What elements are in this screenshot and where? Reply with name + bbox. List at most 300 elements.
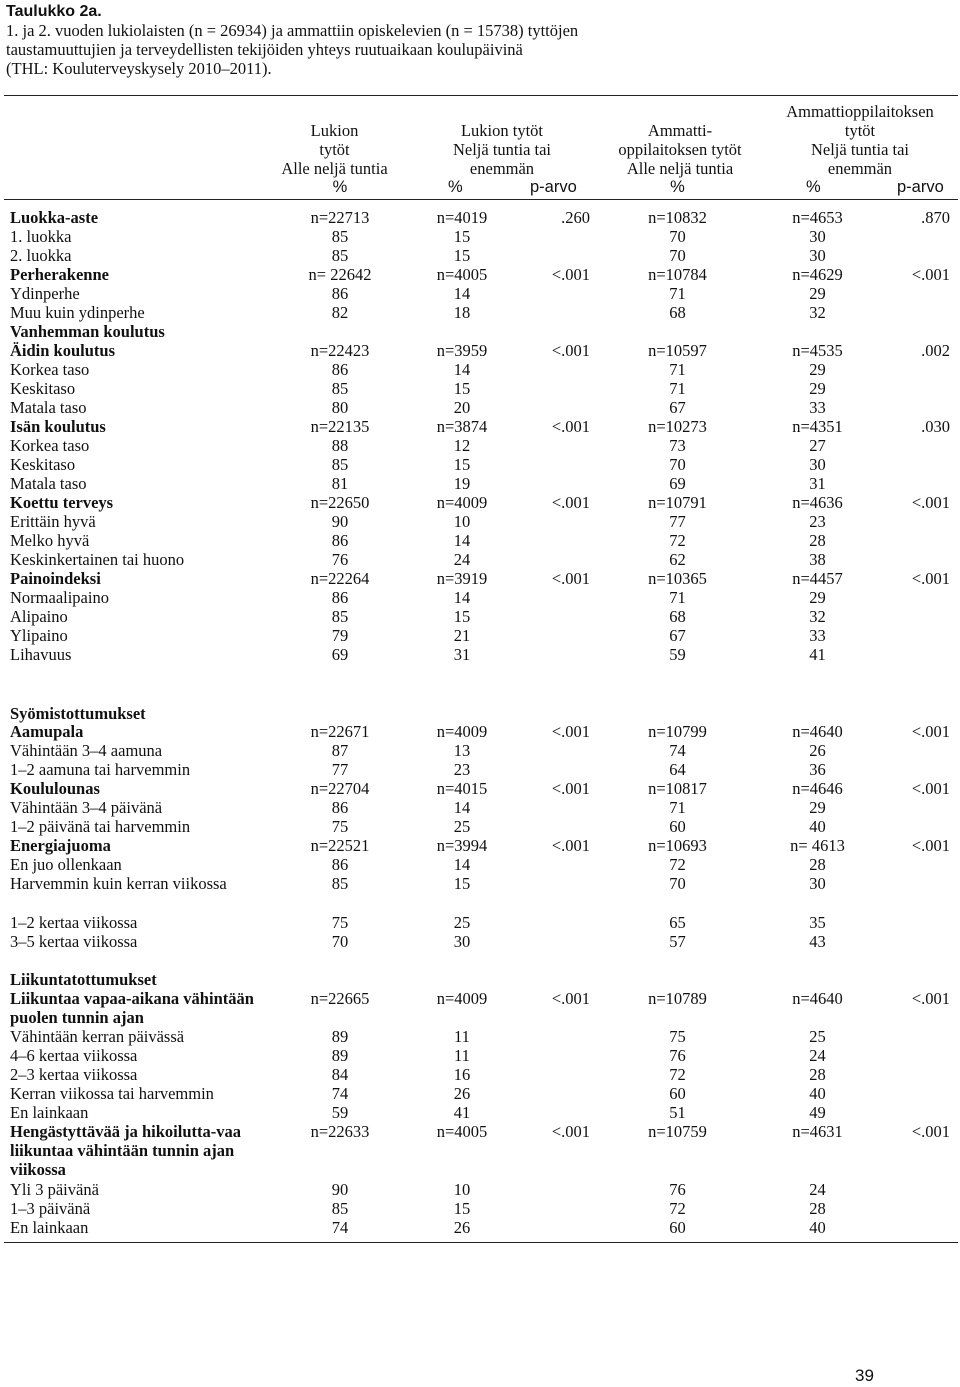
cell-c4: 67 — [669, 398, 686, 417]
bottom-rule — [4, 1242, 958, 1243]
cell-c2: 10 — [453, 512, 471, 531]
cell-c5: 38 — [809, 550, 826, 569]
cell-c5: n=4640 — [792, 722, 843, 741]
row-label: Harvemmin kuin kerran viikossa — [10, 874, 227, 893]
cell-c4: 71 — [669, 284, 686, 303]
cell-c4: n=10791 — [648, 493, 707, 512]
cell-c4: 72 — [669, 531, 686, 550]
row-label: Energiajuoma — [10, 836, 111, 855]
cell-c4: 70 — [669, 874, 686, 893]
cell-c5: 28 — [809, 1065, 826, 1084]
cell-c5: 32 — [809, 607, 826, 626]
cell-c1: n=22713 — [310, 208, 370, 227]
p-label-1: p-arvo — [530, 178, 577, 196]
cell-c4: 70 — [669, 455, 686, 474]
cell-c2: 31 — [453, 645, 471, 664]
cell-c4: 68 — [669, 607, 686, 626]
cell-c1: 69 — [331, 645, 349, 664]
cell-c2: n=3959 — [436, 341, 488, 360]
cell-c5: n=4631 — [792, 1122, 843, 1141]
unit-col4: % — [670, 178, 685, 196]
cell-c4: 75 — [669, 1027, 686, 1046]
cell-c5: 30 — [809, 246, 826, 265]
table-row — [0, 265, 960, 284]
cell-c1: 89 — [331, 1027, 349, 1046]
table-row — [0, 779, 960, 798]
caption-line-1: 1. ja 2. vuoden lukiolaisten (n = 26934) ja ammattiin opiskelevien (n = 15738) tyttöjen — [6, 21, 579, 40]
cell-c5: 29 — [809, 360, 826, 379]
cell-c1: 76 — [331, 550, 349, 569]
cell-c3: .260 — [561, 208, 590, 227]
table-row — [0, 722, 960, 741]
cell-c5: 26 — [809, 741, 826, 760]
document-header — [6, 2, 946, 78]
row-label: Isän koulutus — [10, 417, 106, 436]
cell-c2: n=4009 — [436, 722, 488, 741]
cell-c4: 71 — [669, 360, 686, 379]
cell-c3: <.001 — [551, 265, 590, 284]
row-label: 1–2 kertaa viikossa — [10, 913, 138, 932]
header-col5-line2: tytöt — [844, 121, 876, 140]
cell-c5: n=4640 — [792, 989, 843, 1008]
row-label: Luokka-aste — [10, 208, 99, 227]
cell-c4: 70 — [669, 246, 686, 265]
cell-c4: 72 — [669, 855, 686, 874]
row-label: 3–5 kertaa viikossa — [10, 932, 138, 951]
table-row — [0, 1180, 960, 1199]
cell-c5: 33 — [809, 626, 826, 645]
row-label: Ydinperhe — [10, 284, 80, 303]
cell-c1: 74 — [331, 1084, 349, 1103]
cell-c1: 84 — [331, 1065, 349, 1084]
cell-c5: 29 — [809, 588, 826, 607]
header-col2-line1: Lukion tytöt — [460, 121, 544, 140]
cell-c1: 85 — [331, 246, 349, 265]
cell-c3: <.001 — [551, 341, 590, 360]
cell-c2: n=4005 — [436, 265, 488, 284]
row-label: Painoindeksi — [10, 569, 101, 588]
row-label: En lainkaan — [10, 1218, 89, 1237]
cell-c4: 71 — [669, 798, 686, 817]
cell-c6: <.001 — [911, 779, 950, 798]
cell-c3: <.001 — [551, 417, 590, 436]
cell-c5: n=4629 — [792, 265, 843, 284]
row-label: Vähintään kerran päivässä — [10, 1027, 185, 1046]
cell-c5: 23 — [809, 512, 826, 531]
header-col5 — [765, 102, 955, 178]
page-number: 39 — [855, 1366, 874, 1385]
cell-c5: 30 — [809, 227, 826, 246]
cell-c4: 70 — [669, 227, 686, 246]
table-row — [0, 531, 960, 550]
cell-c2: 15 — [453, 1199, 471, 1218]
cell-c1: n=22423 — [310, 341, 370, 360]
row-label: Syömistottumukset — [10, 704, 146, 723]
cell-c1: 70 — [331, 932, 349, 951]
cell-c1: 85 — [331, 455, 349, 474]
table-row — [0, 417, 960, 436]
cell-c5: n= 4613 — [790, 836, 845, 855]
cell-c3: <.001 — [551, 722, 590, 741]
table-row — [0, 227, 960, 246]
table-row — [0, 588, 960, 607]
cell-c1: 86 — [331, 855, 349, 874]
cell-c5: 29 — [809, 798, 826, 817]
cell-c5: 24 — [809, 1180, 826, 1199]
cell-c2: n=3874 — [436, 417, 488, 436]
cell-c1: 86 — [331, 360, 349, 379]
cell-c5: 41 — [809, 645, 826, 664]
header-col1-line2: tytöt — [319, 140, 350, 159]
table-row — [0, 569, 960, 588]
cell-c2: 25 — [453, 913, 471, 932]
table-row — [0, 1122, 960, 1179]
cell-c1: 80 — [331, 398, 349, 417]
header-col1 — [262, 121, 407, 178]
table-row — [0, 874, 960, 893]
cell-c4: 64 — [669, 760, 686, 779]
table-row — [0, 836, 960, 855]
row-label: Keskinkertainen tai huono — [10, 550, 185, 569]
cell-c3: <.001 — [551, 779, 590, 798]
cell-c1: 85 — [331, 607, 349, 626]
cell-c2: 15 — [453, 874, 471, 893]
cell-c3: <.001 — [551, 836, 590, 855]
table-row — [0, 798, 960, 817]
row-label: Vähintään 3–4 aamuna — [10, 741, 163, 760]
cell-c5: 25 — [809, 1027, 826, 1046]
cell-c4: 68 — [669, 303, 686, 322]
cell-c1: 86 — [331, 284, 349, 303]
row-label: Hengästyttävää ja hikoilutta-vaa liikuntaa vähintään tunnin ajan viikossa — [10, 1122, 241, 1179]
table-row — [0, 1046, 960, 1065]
cell-c4: 77 — [669, 512, 686, 531]
cell-c2: 14 — [453, 360, 471, 379]
cell-c3: <.001 — [551, 989, 590, 1008]
cell-c4: n=10789 — [648, 989, 707, 1008]
cell-c1: n=22650 — [310, 493, 370, 512]
header-col4-line3: Alle neljä tuntia — [626, 159, 734, 178]
cell-c2: 15 — [453, 455, 471, 474]
table-row — [0, 322, 960, 341]
cell-c6: .002 — [921, 341, 950, 360]
cell-c2: n=4005 — [436, 1122, 488, 1141]
row-label: Keskitaso — [10, 379, 76, 398]
cell-c2: 14 — [453, 588, 471, 607]
cell-c6: <.001 — [911, 1122, 950, 1141]
table-row — [0, 741, 960, 760]
cell-c1: n=22704 — [310, 779, 370, 798]
cell-c1: 90 — [331, 1180, 349, 1199]
cell-c1: 85 — [331, 874, 349, 893]
cell-c4: n=10759 — [648, 1122, 707, 1141]
cell-c6: <.001 — [911, 722, 950, 741]
unit-col1: % — [332, 178, 348, 196]
header-col1-line3: Alle neljä tuntia — [281, 159, 388, 178]
cell-c2: 14 — [453, 798, 471, 817]
row-label: Äidin koulutus — [10, 341, 116, 360]
cell-c1: n=22671 — [310, 722, 370, 741]
caption-line-2: taustamuuttujien ja terveydellisten tekijöiden yhteys ruutuaikaan koulupäivinä — [6, 40, 523, 59]
table-row — [0, 1084, 960, 1103]
table-row — [0, 1065, 960, 1084]
cell-c2: 15 — [453, 607, 471, 626]
cell-c6: .030 — [921, 417, 950, 436]
cell-c5: 28 — [809, 1199, 826, 1218]
cell-c4: n=10817 — [648, 779, 707, 798]
cell-c5: 40 — [809, 1084, 826, 1103]
cell-c1: 75 — [331, 817, 349, 836]
table-title: Taulukko 2a. — [6, 3, 102, 20]
table-row — [0, 645, 960, 664]
header-col4-line1: Ammatti- — [647, 121, 713, 140]
unit-col5: % — [806, 178, 821, 196]
cell-c2: 41 — [453, 1103, 471, 1122]
cell-c5: 24 — [809, 1046, 826, 1065]
cell-c1: 87 — [331, 741, 349, 760]
row-label: Liikuntatottumukset — [10, 970, 157, 989]
cell-c6: <.001 — [911, 493, 950, 512]
cell-c2: 23 — [453, 760, 471, 779]
row-label: En juo ollenkaan — [10, 855, 122, 874]
cell-c1: 90 — [331, 512, 349, 531]
header-col2-line3: enemmän — [469, 159, 535, 178]
cell-c4: 76 — [669, 1180, 686, 1199]
cell-c1: 89 — [331, 1046, 349, 1065]
cell-c2: 11 — [454, 1046, 470, 1065]
cell-c5: n=4646 — [792, 779, 843, 798]
row-label: Korkea taso — [10, 360, 90, 379]
cell-c2: 10 — [453, 1180, 471, 1199]
cell-c1: 86 — [331, 531, 349, 550]
row-label: Aamupala — [10, 722, 84, 741]
row-label: Vähintään 3–4 päivänä — [10, 798, 163, 817]
cell-c2: 15 — [453, 246, 471, 265]
cell-c4: 60 — [669, 1218, 686, 1237]
cell-c2: n=3919 — [436, 569, 488, 588]
cell-c6: <.001 — [911, 569, 950, 588]
cell-c4: 72 — [669, 1199, 686, 1218]
table-row — [0, 303, 960, 322]
cell-c5: 35 — [809, 913, 826, 932]
header-col4 — [595, 121, 765, 178]
cell-c1: 85 — [331, 227, 349, 246]
header-col4-line2: oppilaitoksen tytöt — [618, 140, 742, 159]
cell-c1: 77 — [331, 760, 349, 779]
row-label: Muu kuin ydinperhe — [10, 303, 145, 322]
cell-c2: n=4019 — [436, 208, 488, 227]
cell-c4: 69 — [669, 474, 686, 493]
row-label: Normaalipaino — [10, 588, 109, 607]
header-col5-line3: Neljä tuntia tai — [810, 140, 910, 159]
row-label: Perherakenne — [10, 265, 109, 284]
row-label: Koululounas — [10, 779, 100, 798]
cell-c4: 72 — [669, 1065, 686, 1084]
cell-c2: n=4015 — [436, 779, 488, 798]
cell-c6: <.001 — [911, 989, 950, 1008]
cell-c2: 30 — [453, 932, 471, 951]
cell-c5: 30 — [809, 455, 826, 474]
cell-c4: 71 — [669, 379, 686, 398]
cell-c2: 24 — [453, 550, 471, 569]
header-rule — [4, 199, 958, 200]
row-label: 4–6 kertaa viikossa — [10, 1046, 138, 1065]
cell-c1: 85 — [331, 1199, 349, 1218]
cell-c5: 43 — [809, 932, 826, 951]
row-label: Matala taso — [10, 474, 87, 493]
table-row — [0, 1199, 960, 1218]
table-row — [0, 436, 960, 455]
table-row — [0, 360, 960, 379]
unit-row — [0, 178, 960, 197]
cell-c4: n=10799 — [648, 722, 707, 741]
p-label-2: p-arvo — [897, 178, 944, 196]
table-row — [0, 208, 960, 227]
cell-c2: 26 — [453, 1218, 471, 1237]
table-row — [0, 704, 960, 723]
cell-c2: 21 — [453, 626, 471, 645]
cell-c1: 75 — [331, 913, 349, 932]
table-row — [0, 246, 960, 265]
table-row — [0, 493, 960, 512]
cell-c1: 86 — [331, 588, 349, 607]
cell-c1: 85 — [331, 379, 349, 398]
cell-c1: n=22264 — [310, 569, 370, 588]
cell-c1: 86 — [331, 798, 349, 817]
cell-c2: 14 — [453, 531, 471, 550]
row-label: 1–2 päivänä tai harvemmin — [10, 817, 191, 836]
row-label: 1–3 päivänä — [10, 1199, 91, 1218]
row-label: En lainkaan — [10, 1103, 89, 1122]
row-label: Yli 3 päivänä — [10, 1180, 99, 1199]
table-row — [0, 913, 960, 932]
cell-c5: 27 — [809, 436, 826, 455]
table-row — [0, 932, 960, 951]
table-row — [0, 379, 960, 398]
cell-c2: 19 — [453, 474, 471, 493]
row-label: Lihavuus — [10, 645, 72, 664]
header-col2-line2: Neljä tuntia tai — [452, 140, 552, 159]
cell-c2: 13 — [453, 741, 471, 760]
table-row — [0, 626, 960, 645]
row-label: Alipaino — [10, 607, 68, 626]
cell-c3: <.001 — [551, 569, 590, 588]
cell-c5: n=4653 — [792, 208, 843, 227]
cell-c2: 11 — [454, 1027, 470, 1046]
table-row — [0, 455, 960, 474]
cell-c5: n=4636 — [792, 493, 843, 512]
cell-c1: 81 — [331, 474, 349, 493]
table-row — [0, 398, 960, 417]
unit-col2: % — [448, 178, 463, 196]
row-label: Melko hyvä — [10, 531, 90, 550]
table-row — [0, 341, 960, 360]
cell-c5: 28 — [809, 531, 826, 550]
cell-c5: 31 — [809, 474, 826, 493]
cell-c5: 29 — [809, 284, 826, 303]
table-row — [0, 1103, 960, 1122]
cell-c1: 82 — [331, 303, 349, 322]
row-label: Koettu terveys — [10, 493, 114, 512]
table-row — [0, 550, 960, 569]
cell-c4: 51 — [669, 1103, 686, 1122]
cell-c4: n=10784 — [648, 265, 707, 284]
cell-c2: 14 — [453, 284, 471, 303]
cell-c2: 12 — [453, 436, 471, 455]
row-label: Erittäin hyvä — [10, 512, 96, 531]
cell-c5: 33 — [809, 398, 826, 417]
cell-c2: 20 — [453, 398, 471, 417]
row-label: Keskitaso — [10, 455, 76, 474]
cell-c5: n=4457 — [792, 569, 843, 588]
header-col2 — [432, 121, 572, 178]
cell-c5: n=4535 — [792, 341, 843, 360]
header-col5-line4: enemmän — [827, 159, 893, 178]
row-label: 1. luokka — [10, 227, 72, 246]
table-row — [0, 512, 960, 531]
header-col5-line1: Ammattioppilaitoksen — [786, 102, 934, 121]
row-label: Vanhemman koulutus — [10, 322, 165, 341]
cell-c2: 15 — [453, 227, 471, 246]
cell-c4: 71 — [669, 588, 686, 607]
cell-c1: n=22665 — [310, 989, 370, 1008]
cell-c5: 40 — [809, 817, 826, 836]
cell-c2: 16 — [453, 1065, 471, 1084]
cell-c1: 74 — [331, 1218, 349, 1237]
cell-c2: n=4009 — [436, 989, 488, 1008]
table-row — [0, 607, 960, 626]
cell-c5: 29 — [809, 379, 826, 398]
cell-c4: n=10693 — [648, 836, 707, 855]
cell-c5: 30 — [809, 874, 826, 893]
table-row — [0, 989, 960, 1027]
cell-c2: 26 — [453, 1084, 471, 1103]
cell-c2: 15 — [453, 379, 471, 398]
table-row — [0, 817, 960, 836]
cell-c1: n= 22642 — [308, 265, 372, 284]
cell-c4: n=10597 — [648, 341, 707, 360]
cell-c4: n=10832 — [648, 208, 707, 227]
cell-c2: n=3994 — [436, 836, 488, 855]
table-row — [0, 284, 960, 303]
cell-c4: 65 — [669, 913, 686, 932]
cell-c5: 40 — [809, 1218, 826, 1237]
cell-c5: 32 — [809, 303, 826, 322]
cell-c6: <.001 — [911, 265, 950, 284]
row-label: 1–2 aamuna tai harvemmin — [10, 760, 191, 779]
caption-line-3: (THL: Kouluterveyskysely 2010–2011). — [6, 59, 272, 78]
row-label: 2–3 kertaa viikossa — [10, 1065, 138, 1084]
cell-c1: n=22633 — [310, 1122, 370, 1141]
cell-c4: n=10365 — [648, 569, 707, 588]
row-label: Korkea taso — [10, 436, 90, 455]
top-rule — [4, 95, 958, 96]
table-row — [0, 760, 960, 779]
cell-c1: 79 — [331, 626, 349, 645]
cell-c4: 73 — [669, 436, 686, 455]
table-row — [0, 474, 960, 493]
cell-c4: 67 — [669, 626, 686, 645]
cell-c4: 76 — [669, 1046, 686, 1065]
cell-c5: 28 — [809, 855, 826, 874]
row-label: Liikuntaa vapaa-aikana vähintään puolen tunnin ajan — [10, 989, 254, 1027]
cell-c4: 62 — [669, 550, 686, 569]
cell-c3: <.001 — [551, 493, 590, 512]
header-col1-line1: Lukion — [310, 121, 359, 140]
cell-c5: n=4351 — [792, 417, 843, 436]
cell-c4: 60 — [669, 817, 686, 836]
row-label: Kerran viikossa tai harvemmin — [10, 1084, 214, 1103]
